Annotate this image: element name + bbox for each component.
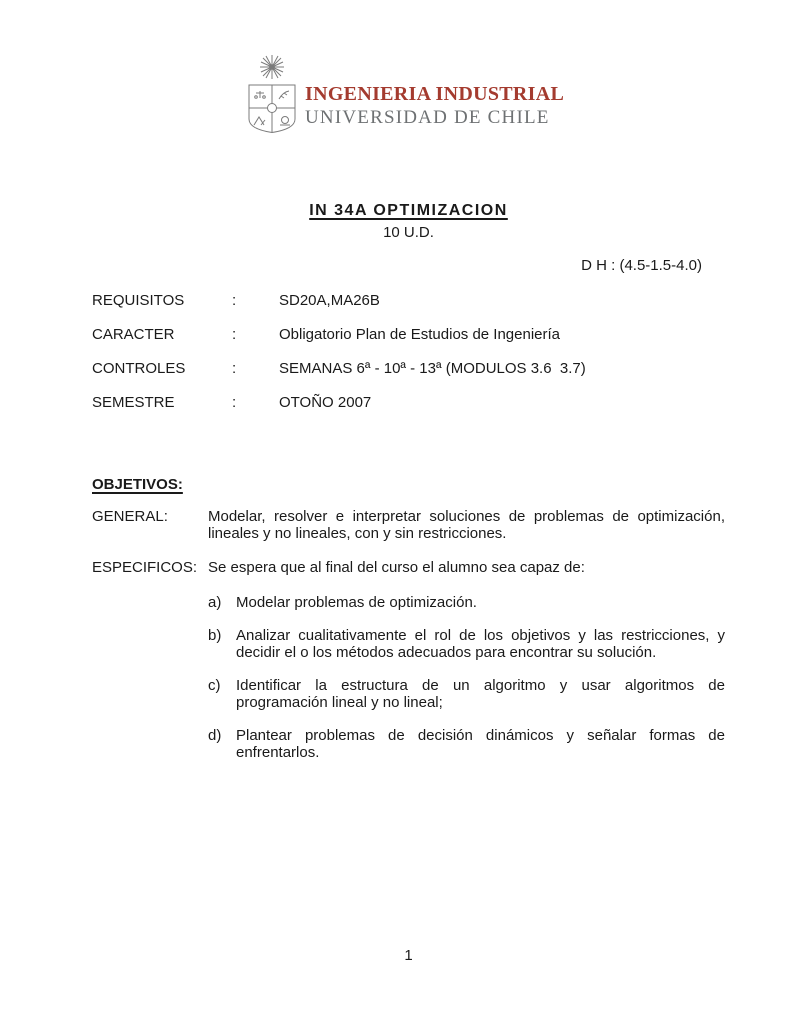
list-text: Analizar cualitativamente el rol de los objetivos y las restricciones, y decidir el o los métodos adecuados para encontrar su solución. bbox=[236, 627, 725, 661]
logo-institution-name: INGENIERIA INDUSTRIAL bbox=[305, 83, 565, 105]
objectives-heading: OBJETIVOS: bbox=[92, 476, 183, 493]
info-separator: : bbox=[232, 292, 237, 309]
info-value-controles: SEMANAS 6ª - 10ª - 13ª (MODULOS 3.6 3.7) bbox=[279, 360, 586, 377]
list-item-b bbox=[208, 627, 726, 661]
general-label: GENERAL: bbox=[92, 508, 168, 525]
list-marker: b) bbox=[208, 627, 222, 644]
university-shield-icon bbox=[246, 55, 298, 135]
info-separator: : bbox=[232, 360, 237, 377]
list-text: Plantear problemas de decisión dinámicos y señalar formas de enfrentarlos. bbox=[236, 727, 725, 761]
objectives-list bbox=[208, 594, 726, 777]
info-separator: : bbox=[232, 326, 237, 343]
info-label-requisitos: REQUISITOS bbox=[92, 292, 185, 309]
list-text: Modelar problemas de optimización. bbox=[236, 594, 477, 611]
list-item-a bbox=[208, 594, 726, 611]
title-block bbox=[92, 202, 725, 241]
logo-university-name: UNIVERSIDAD DE CHILE bbox=[305, 107, 550, 128]
general-objective-row bbox=[92, 508, 725, 542]
list-marker: d) bbox=[208, 727, 222, 744]
general-text: Modelar, resolver e interpretar soluciones de problemas de optimización, lineales y no lineales, con y sin restricciones. bbox=[208, 508, 725, 542]
info-label-controles: CONTROLES bbox=[92, 360, 186, 377]
info-separator: : bbox=[232, 394, 237, 411]
teaching-hours: D H : (4.5-1.5-4.0) bbox=[581, 257, 702, 274]
info-label-caracter: CARACTER bbox=[92, 326, 175, 343]
list-text: Identificar la estructura de un algoritmo y usar algoritmos de programación lineal y no lineal; bbox=[236, 677, 725, 711]
info-value-requisitos: SD20A,MA26B bbox=[279, 292, 380, 309]
list-item-c bbox=[208, 677, 726, 711]
info-value-caracter: Obligatorio Plan de Estudios de Ingeniería bbox=[279, 326, 561, 343]
page-number: 1 bbox=[404, 947, 413, 964]
course-info-table bbox=[92, 292, 725, 411]
list-marker: a) bbox=[208, 594, 222, 611]
info-value-semestre: OTOÑO 2007 bbox=[279, 394, 372, 411]
university-logo bbox=[246, 55, 564, 135]
course-credits: 10 U.D. bbox=[383, 224, 434, 241]
logo-text bbox=[305, 83, 564, 135]
especificos-label: ESPECIFICOS: bbox=[92, 559, 198, 576]
specific-objectives-row bbox=[92, 559, 725, 576]
info-label-semestre: SEMESTRE bbox=[92, 394, 175, 411]
list-marker: c) bbox=[208, 677, 221, 694]
list-item-d bbox=[208, 727, 726, 761]
course-title: IN 34A OPTIMIZACION bbox=[309, 202, 508, 219]
especificos-text: Se espera que al final del curso el alumno sea capaz de: bbox=[208, 559, 585, 576]
